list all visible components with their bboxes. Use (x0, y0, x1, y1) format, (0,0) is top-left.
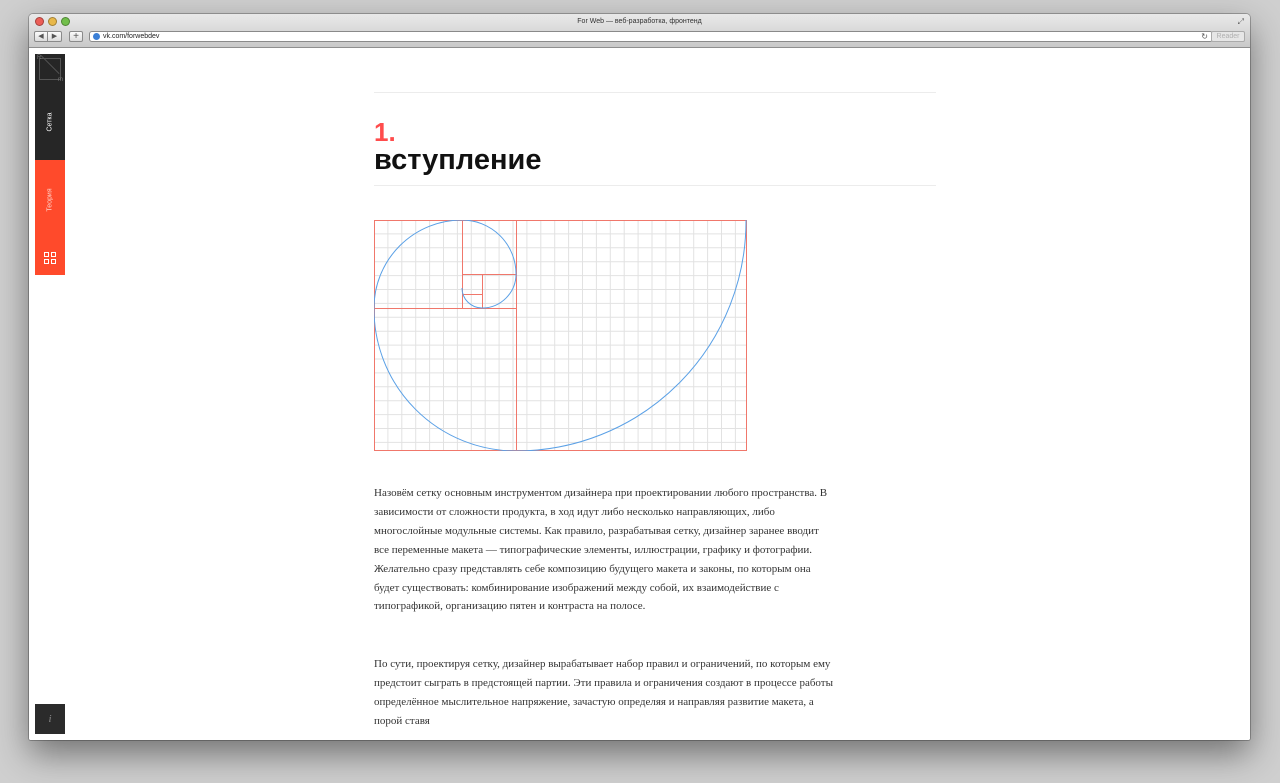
globe-icon (93, 33, 100, 40)
site-logo[interactable] (35, 54, 65, 84)
reload-icon[interactable]: ↻ (1201, 32, 1208, 41)
article-paragraph: По сути, проектируя сетку, дизайнер вырабатывает набор правил и ограничений, по которым ему предстоит сыграть в предстоящей партии. Эти правила и ограничения создают в процессе работы определённое мыслительное напряжение, зачастую определяя и направляя развитие макета, а порой ставя (374, 658, 833, 727)
top-divider (374, 92, 936, 93)
section-title: вступление (374, 144, 542, 176)
url-text[interactable]: vk.com/forwebdev (103, 33, 160, 40)
frame-outer (375, 221, 747, 451)
sidebar-item-label: Теория (46, 188, 54, 212)
info-button[interactable]: i (35, 704, 65, 734)
figure-grid (374, 220, 747, 451)
back-button[interactable]: ◀ (34, 31, 48, 42)
page-content (29, 48, 1250, 740)
logo-letter-r: R (37, 55, 42, 61)
grid-icon[interactable] (44, 252, 56, 264)
address-bar[interactable] (89, 31, 1213, 42)
window-title: For Web — веб-разработка, фронтенд (577, 18, 702, 25)
article-paragraph: Назовём сетку основным инструментом дизайнера при проектировании любого пространства. В зависимости от сложности продукта, в ход идут либо несколько направляющих, либо многослойные модульные системы. Как правило, разрабатывая сетку, дизайнер заранее вводит все переменные макета — типографические элементы, иллюстрации, графику и фотографии. Желательно сразу представлять себе композицию будущего макета и законы, по которым она будет существовать: комбинирование изображений между собой, их взаимодействие с типографикой, организацию пятен и контраста на полосе. (374, 487, 828, 613)
forward-button[interactable]: ▶ (48, 31, 62, 42)
title-divider (374, 185, 936, 186)
fullscreen-icon[interactable]: ⤢ (1237, 17, 1244, 26)
logo-letter-m: m (58, 77, 63, 83)
add-bookmark-button[interactable]: + (69, 31, 83, 42)
title-bar (29, 14, 1250, 48)
section-number: 1. (374, 117, 396, 147)
sidebar-item-label: Сетка (46, 112, 54, 132)
reader-button[interactable]: Reader (1211, 31, 1245, 42)
sidebar-item-grid[interactable] (35, 84, 65, 160)
golden-spiral-figure (374, 220, 747, 451)
sidebar-item-theory[interactable] (35, 160, 65, 275)
browser-window (29, 14, 1250, 740)
